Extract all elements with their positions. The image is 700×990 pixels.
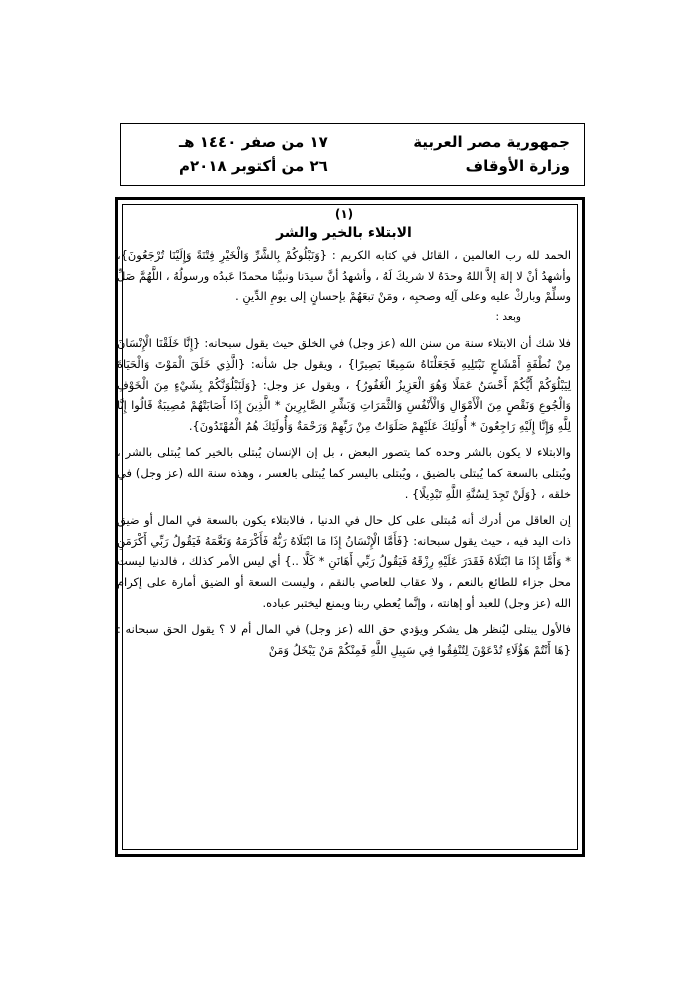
document-header <box>120 123 585 186</box>
sermon-body <box>117 205 571 660</box>
sermon-intro: الحمد لله رب العالمين ، القائل في كتابه الكريم : {وَنَبْلُوكُمْ بِالشَّرِّ وَالْخَيْرِ فِتْنَةً وَإِلَيْنَا تُرْجَعُونَ}، وأشهدُ أنْ لا إلهَ إلاَّ اللهُ وحدَهُ لا شريكَ لَهُ ، وأشهدُ أنَّ سيدَنا ونبيَّنا محمدًا عَبدُه ورسولُهُ ، اللَّهُمَّ صَلِّ وسلِّمْ وباركْ عليه وعلى آلِه وصحبِه ، ومَنْ تبعَهُمْ بإحسانٍ إلى يومِ الدِّينِ . <box>117 248 571 304</box>
sermon-paragraph-4: فالأول يبتلى ليُنظر هل يشكر ويؤدي حق الله (عز وجل) في المال أم لا ؟ يقول الحق سبحانه : {هَا أَنْتُمْ هَؤُلَاءِ تُدْعَوْنَ لِتُنْفِقُوا فِي سَبِيلِ اللَّهِ فَمِنْكُمْ مَنْ يَبْخَلُ وَمَنْ <box>117 622 571 657</box>
sermon-title: الابتلاء بالخير والشر <box>276 225 412 241</box>
header-hijri-date: ١٧ من صفر ١٤٤٠ هـ <box>179 133 328 151</box>
header-dates <box>179 130 328 178</box>
header-issuer <box>413 130 570 178</box>
sermon-paragraph-3: إن العاقل من أدرك أنه مُبتلى على كل حال في الدنيا ، فالابتلاء يكون بالسعة في المال أو ضيق ذات اليد فيه ، حيث يقول سبحانه: {فَأَمَّا الْإِنْسَانُ إِذَا مَا ابْتَلَاهُ رَبُّهُ فَأَكْرَمَهُ وَنَعَّمَهُ فَيَقُولُ رَبِّي أَكْرَمَنِ * وَأَمَّا إِذَا مَا ابْتَلَاهُ فَقَدَرَ عَلَيْهِ رِزْقَهُ فَيَقُولُ رَبِّي أَهَانَنِ * كَلَّا ..} أي ليس الأمر كذلك ، فالدنيا ليست محل جزاء للطائع بالنعم ، ولا عقاب للعاصي بالنقم ، وليست السعة أو الضيق أمارة على إكرام الله (عز وجل) للعبد أو إهانته ، وإنَّما يُعطي ربنا ويمنع ليختبر عباده. <box>117 513 571 610</box>
header-ministry: وزارة الأوقاف <box>465 157 570 175</box>
header-gregorian-date: ٢٦ من أكتوبر ٢٠١٨م <box>179 157 328 175</box>
sermon-paragraph-2: والابتلاء لا يكون بالشر وحده كما يتصور البعض ، بل إن الإنسان يُبتلى بالخير كما يُبتلى بالشر ، ويُبتلى بالسعة كما يُبتلى بالضيق ، ويُبتلى باليسر كما يُبتلى بالعسر ، وهذه سنة الله (عز وجل) في خلقه ، {وَلَنْ تَجِدَ لِسُنَّةِ اللَّهِ تَبْدِيلًا} . <box>117 445 571 501</box>
header-country: جمهورية مصر العربية <box>413 133 570 151</box>
sermon-transition: وبعد : <box>495 310 521 323</box>
sermon-number: (١) <box>334 207 354 221</box>
sermon-paragraph-1: فلا شك أن الابتلاء سنة من سنن الله (عز وجل) في الخلق حيث يقول سبحانه: {إِنَّا خَلَقْنَا الْإِنْسَانَ مِنْ نُطْفَةٍ أَمْشَاجٍ نَبْتَلِيهِ فَجَعَلْنَاهُ سَمِيعًا بَصِيرًا} ، ويقول جل شأنه: {الَّذِي خَلَقَ الْمَوْتَ وَالْحَيَاةَ لِيَبْلُوَكُمْ أَيُّكُمْ أَحْسَنُ عَمَلًا وَهُوَ الْعَزِيزُ الْغَفُورُ} ، ويقول عز وجل: {وَلَنَبْلُوَنَّكُمْ بِشَيْءٍ مِنَ الْخَوْفِ وَالْجُوعِ وَنَقْصٍ مِنَ الْأَمْوَالِ وَالْأَنْفُسِ وَالثَّمَرَاتِ وَبَشِّرِ الصَّابِرِينَ * الَّذِينَ إِذَا أَصَابَتْهُمْ مُصِيبَةٌ قَالُوا إِنَّا لِلَّهِ وَإِنَّا إِلَيْهِ رَاجِعُونَ * أُولَئِكَ عَلَيْهِمْ صَلَوَاتٌ مِنْ رَبِّهِمْ وَرَحْمَةٌ وَأُولَئِكَ هُمُ الْمُهْتَدُونَ}. <box>117 336 571 433</box>
